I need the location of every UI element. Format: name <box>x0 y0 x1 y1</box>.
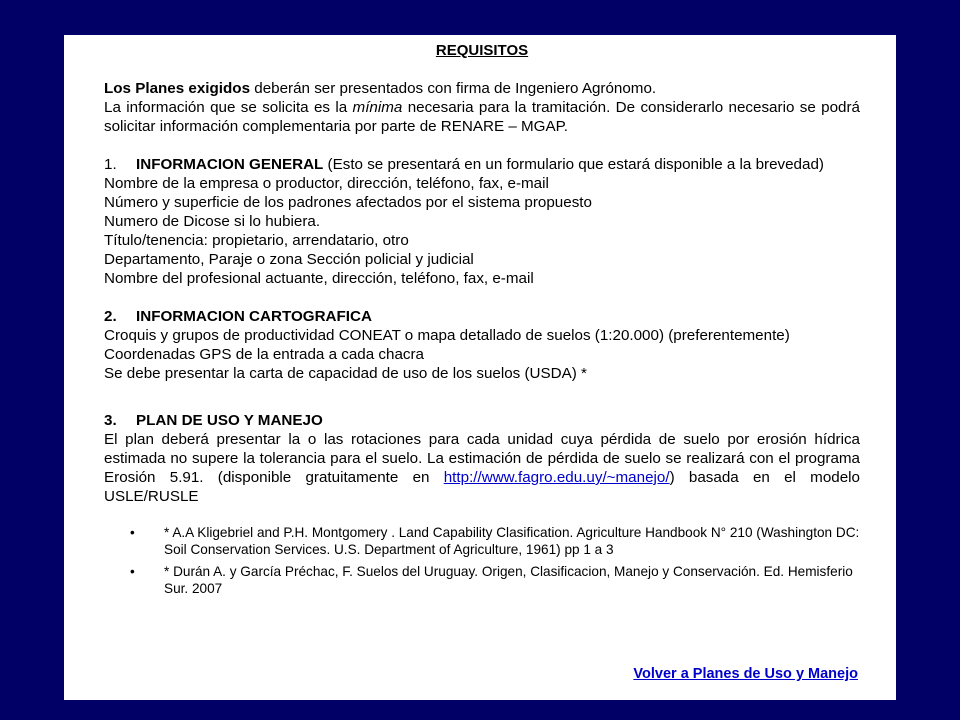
intro-line-2-a: La información que se solicita es la <box>104 99 353 116</box>
section-3-text-a: El plan deberá presentar la o las rotaciones para cada unidad cuya pérdida de suelo por erosión hídrica estimada no supere la tolerancia para el suelo. La estimación de pérdida de suelo se realizará con el programa Erosión 5.91. (disponible gratuitamente en <box>104 431 860 486</box>
section-1-item: Título/tenencia: propietario, arrendatario, otro <box>104 232 409 249</box>
section-2-item: Croquis y grupos de productividad CONEAT o mapa detallado de suelos (1:20.000) (preferentemente) <box>104 327 790 344</box>
reference-item <box>104 524 860 558</box>
section-1-item: Nombre de la empresa o productor, dirección, teléfono, fax, e-mail <box>104 175 549 192</box>
section-1-title: INFORMACION GENERAL <box>136 156 324 173</box>
intro-line-2-b: necesaria para la tramitación. De considerarlo necesario se podrá solicitar información complementaria por parte de RENARE – MGAP. <box>104 99 860 135</box>
references-list <box>104 524 860 597</box>
section-3-heading <box>104 411 860 430</box>
document-content <box>104 41 860 602</box>
intro-line-1 <box>104 79 860 98</box>
section-2-number: 2. <box>104 308 117 325</box>
erosion-program-link[interactable]: http://www.fagro.edu.uy/~manejo/ <box>443 469 670 486</box>
bullet-icon: • <box>130 525 135 540</box>
reference-text: * Durán A. y García Préchac, F. Suelos del Uruguay. Origen, Clasificacion, Manejo y Conservación. Ed. Hemisferio Sur. 2007 <box>164 564 853 596</box>
intro-bold-lead: Los Planes exigidos <box>104 80 251 97</box>
reference-item <box>104 563 860 597</box>
intro-emphasis: mínima <box>352 99 403 116</box>
section-1-item: Número y superficie de los padrones afectados por el sistema propuesto <box>104 194 592 211</box>
section-2-item: Coordenadas GPS de la entrada a cada chacra <box>104 346 424 363</box>
back-to-plans-link[interactable]: Volver a Planes de Uso y Manejo <box>633 666 858 682</box>
section-2-item: Se debe presentar la carta de capacidad de uso de los suelos (USDA) * <box>104 365 587 382</box>
intro-line-1-rest: deberán ser presentados con firma de Ingeniero Agrónomo. <box>250 80 657 97</box>
section-1-item: Departamento, Paraje o zona Sección policial y judicial <box>104 251 474 268</box>
intro-line-2 <box>104 98 860 136</box>
section-2-title: INFORMACION CARTOGRAFICA <box>136 308 372 325</box>
section-2-heading <box>104 307 860 326</box>
section-1-note: (Esto se presentará en un formulario que estará disponible a la brevedad) <box>323 156 824 173</box>
section-1-item: Numero de Dicose si lo hubiera. <box>104 213 321 230</box>
section-1-item: Nombre del profesional actuante, dirección, teléfono, fax, e-mail <box>104 270 534 287</box>
section-1-number: 1. <box>104 156 117 173</box>
section-3-number: 3. <box>104 412 117 429</box>
page-title: REQUISITOS <box>435 42 529 59</box>
section-3-title: PLAN DE USO Y MANEJO <box>136 412 323 429</box>
bullet-icon: • <box>130 564 135 579</box>
reference-text: * A.A Kligebriel and P.H. Montgomery . Land Capability Clasification. Agriculture Handbook N° 210 (Washington DC: Soil Conservation Services. U.S. Department of Agriculture, 1961) pp 1 a 3 <box>164 525 860 557</box>
section-3-text <box>104 430 860 506</box>
document-page <box>64 35 896 700</box>
section-1-heading <box>104 155 860 174</box>
section-3-text-b: ) basada en el modelo USLE/RUSLE <box>104 469 860 505</box>
